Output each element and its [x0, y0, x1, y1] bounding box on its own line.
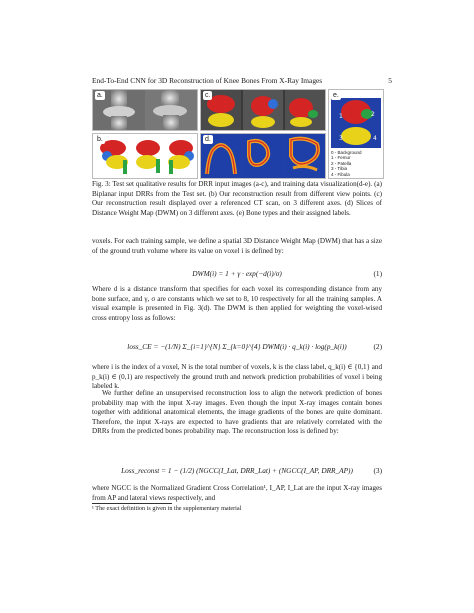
bone-reconstruction-renders — [93, 134, 197, 178]
legend-tibia: 3 - Tibia — [331, 166, 348, 172]
page-number: 5 — [388, 76, 392, 85]
running-header — [92, 76, 392, 85]
panel-label-b: b. — [97, 136, 103, 143]
legend-fibula: 4 - Fibula — [331, 171, 350, 177]
paragraph-dwm-intro: voxels. For each training sample, we define a spatial 3D Distance Weight Map (DWM) that has a size of the ground truth volume where its value on voxel i is defined by: — [92, 237, 382, 255]
ct-overlay-slices — [201, 90, 325, 130]
figure-caption: Fig. 3: Test set qualitative results for DRR input images (a-c), and training data visualization(d-e). (a) Biplanar input DRRs from the Test set. (b) Our reconstruction result from different view points. (c) Our reconstruction result displayed over a referenced CT scan, on 3 different axes. (d) Slices of Distance Weight Map (DWM) on 3 different axes. (e) Bone types and their assigned labels. — [92, 180, 382, 217]
equation-3-body: Loss_reconst = 1 − (1/2) (NGCC(I_Lat, DRR_Lat) + (NGCC(I_AP, DRR_AP)) — [121, 466, 353, 475]
paragraph-loss-variables: where i is the index of a voxel, N is the total number of voxels, k is the class label, q_k(i) ∈ {0,1} and p_k(i) ∈ (0,1) are respectively the ground truth and network prediction probabilities of voxel i being labeled k. — [92, 363, 382, 391]
equation-1 — [92, 269, 382, 278]
figure-3 — [92, 89, 382, 177]
equation-3 — [92, 466, 382, 475]
panel-a-xray — [92, 89, 198, 131]
label-number-3: 3 — [339, 135, 343, 142]
paragraph-dwm-definition: Where d is a distance transform that specifies for each voxel its corresponding distance from any bone surface, and γ, σ are constants which we set to 8, 10 respectively for all the training samples. A visual example is presented in Fig. 3(d). The DWM is then applied for weighting the voxel-wised cross entropy loss as follows: — [92, 285, 382, 322]
footnote: ¹ The exact definition is given in the supplementary material — [92, 505, 242, 512]
legend-background: 0 - Background — [331, 150, 362, 155]
panel-label-e: e. — [333, 92, 339, 99]
running-title: End-To-End CNN for 3D Reconstruction of Knee Bones From X-Ray Images — [92, 76, 323, 85]
equation-2-number: (2) — [373, 342, 382, 351]
panel-label-a: a. — [97, 92, 103, 99]
equation-1-body: DWM(i) = 1 + γ · exp(−d(i)/σ) — [192, 269, 282, 278]
xray-drr-images — [93, 90, 197, 130]
panel-label-d: d. — [205, 136, 211, 143]
label-number-1: 1 — [339, 113, 343, 120]
distance-weight-map-slices — [201, 134, 325, 178]
equation-3-number: (3) — [373, 466, 382, 475]
panel-c-ct-overlay — [200, 89, 326, 131]
legend-femur: 1 - Femur — [331, 155, 351, 161]
equation-1-number: (1) — [373, 269, 382, 278]
panel-e-labels — [328, 89, 384, 179]
panel-label-c: c. — [205, 92, 211, 99]
equation-2-body: loss_CE = −(1/N) Σ_{i=1}^{N} Σ_{k=0}^{4} DWM(i) · q_k(i) · log(p_k(i)) — [127, 342, 347, 351]
paragraph-ngcc: where NGCC is the Normalized Gradient Cross Correlation¹, I_AP, I_Lat are the input X-ray images from AP and lateral views respectively, and — [92, 484, 382, 502]
bone-label-map — [329, 96, 383, 150]
label-legend — [331, 150, 362, 177]
equation-2 — [92, 342, 382, 351]
label-number-4: 4 — [373, 135, 377, 142]
panel-d-dwm — [200, 133, 326, 179]
label-number-2: 2 — [371, 111, 375, 118]
legend-patella: 2 - Patella — [331, 160, 352, 166]
footnote-rule — [92, 503, 172, 504]
paragraph-reconstruction-loss: We further define an unsupervised reconstruction loss to align the network prediction of bones probability map with the input X-ray images. Even though the input X-ray images contain bones together with additional anatomical elements, the image gradients of the bones are quite dominant. Therefore, the input X-rays are expected to have gradients that are relatively correlated with the DRRs from the predicted bones probability map. The reconstruction loss is defined by: — [92, 389, 382, 436]
panel-b-reconstruction — [92, 133, 198, 179]
